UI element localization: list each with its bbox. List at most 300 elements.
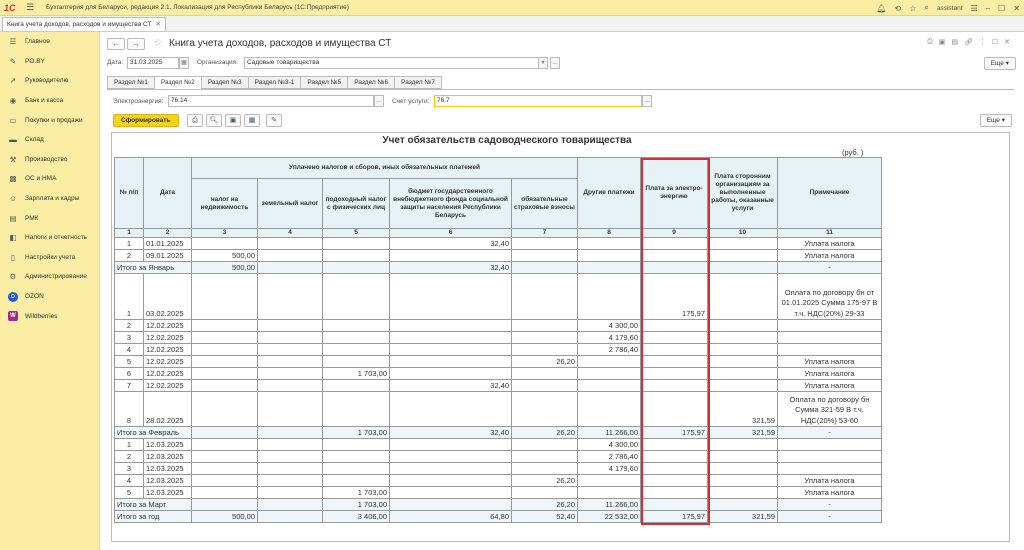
favorite-star-icon[interactable]: ☆ (153, 37, 163, 49)
service-select-button[interactable]: … (642, 95, 652, 107)
table-cell (323, 439, 390, 451)
tab-section-4[interactable]: Раздел №5 (300, 76, 347, 89)
table-cell: - (778, 427, 882, 439)
table-cell (192, 368, 258, 380)
po-by-icon: ✎ (9, 56, 17, 66)
table-cell (578, 262, 641, 274)
sidebar-item-6[interactable] (0, 150, 99, 170)
table-cell (578, 368, 641, 380)
table-cell: 11 266,00 (578, 499, 641, 511)
table-cell: 1 703,00 (323, 368, 390, 380)
sidebar-item-label: Налоги и отчетность (25, 234, 88, 242)
table-cell: 4 179,60 (578, 463, 641, 475)
table-cell: 26,20 (512, 475, 578, 487)
table-cell (258, 439, 323, 451)
table-cell (778, 344, 882, 356)
sidebar-item-13[interactable] (0, 287, 99, 307)
table-cell: 32,40 (390, 262, 512, 274)
generate-button[interactable]: Сформировать (113, 114, 179, 127)
table-row (115, 344, 882, 356)
table-cell (192, 274, 258, 320)
people-icon: ☺ (9, 194, 17, 204)
tab-section-2[interactable]: Раздел №3 (201, 76, 248, 89)
table-cell (641, 463, 708, 475)
column-number: 3 (192, 229, 258, 238)
section-tabs (107, 76, 442, 89)
table-cell: 12.03.2025 (144, 463, 192, 475)
table-cell: Оплата по договору бн Сумма 321-59 В т.ч. НДС(20%) 53-60 (778, 392, 882, 427)
table-cell: Уплата налога (778, 250, 882, 262)
print-button[interactable]: ⎙ (187, 114, 203, 127)
table-cell (708, 356, 778, 368)
table-cell: 500,00 (192, 250, 258, 262)
column-number: 7 (512, 229, 578, 238)
table-cell (258, 320, 323, 332)
user-name[interactable]: assistant (936, 4, 963, 12)
table-cell (512, 262, 578, 274)
table-cell: Уплата налога (778, 380, 882, 392)
table-cell (390, 499, 512, 511)
sidebar-item-7[interactable] (0, 169, 99, 189)
table-cell (641, 356, 708, 368)
table-cell (641, 380, 708, 392)
table-cell (323, 475, 390, 487)
table-row (115, 463, 882, 475)
close-icon[interactable]: ✕ (1013, 3, 1020, 13)
table-row (115, 332, 882, 344)
table-cell (258, 368, 323, 380)
table-row (115, 487, 882, 499)
table-cell (708, 332, 778, 344)
table-cell (512, 250, 578, 262)
service-field[interactable]: 76.7 (434, 95, 642, 107)
elec-select-button[interactable]: … (374, 95, 384, 107)
table-cell (390, 274, 512, 320)
table-cell (390, 392, 512, 427)
table-cell (390, 463, 512, 475)
history-icon[interactable]: ⟲ (894, 3, 902, 13)
table-cell (323, 392, 390, 427)
factory-icon: ⚒ (9, 154, 17, 164)
sidebar-item-3[interactable] (0, 91, 99, 111)
cash-register-icon: ▤ (9, 213, 17, 223)
table-cell (192, 356, 258, 368)
table-cell (778, 320, 882, 332)
column-number: 5 (323, 229, 390, 238)
ozon-icon: O (8, 292, 18, 302)
table-cell (323, 332, 390, 344)
table-row (115, 356, 882, 368)
table-cell: 500,00 (192, 262, 258, 274)
table-cell: 2 (115, 250, 144, 262)
open-tabs-bar (0, 16, 1024, 32)
favorites-icon[interactable]: ☆ (909, 3, 917, 13)
table-cell (192, 332, 258, 344)
table-cell (512, 392, 578, 427)
table-cell: 12.02.2025 (144, 320, 192, 332)
table-cell (708, 451, 778, 463)
table-cell: - (778, 262, 882, 274)
column-numbers-row (115, 229, 882, 238)
header-income: подоходный налог с физических лиц (323, 179, 390, 229)
table-cell: 321,59 (708, 427, 778, 439)
table-cell: 321,59 (708, 511, 778, 523)
table-cell: - (778, 499, 882, 511)
table-cell (641, 238, 708, 250)
table-cell: 32,40 (390, 238, 512, 250)
table-cell: 6 (115, 368, 144, 380)
total-label: Итого за Март (115, 499, 192, 511)
table-cell (192, 451, 258, 463)
preview-button[interactable]: 🔍︎ (206, 114, 222, 127)
elec-field[interactable]: 76.14 (168, 95, 374, 107)
table-cell: 321,59 (708, 392, 778, 427)
table-cell: 4 300,00 (578, 320, 641, 332)
table-cell (323, 380, 390, 392)
report-title: Учет обязательств садоводческого товарищества (382, 135, 632, 146)
table-cell (192, 487, 258, 499)
table-cell (258, 262, 323, 274)
tab-section-6[interactable]: Раздел №7 (394, 76, 442, 89)
menu-icon: ☰ (9, 37, 17, 47)
sidebar-item-11[interactable] (0, 248, 99, 268)
sidebar-item-label: Руководителю (25, 77, 69, 85)
page-title: Книга учета доходов, расходов и имущества СТ (169, 38, 392, 49)
table-cell (708, 368, 778, 380)
table-cell (323, 344, 390, 356)
table-cell: 26,20 (512, 356, 578, 368)
table-cell (641, 439, 708, 451)
table-cell: 12.02.2025 (144, 356, 192, 368)
table-cell (578, 392, 641, 427)
table-cell: 4 (115, 344, 144, 356)
open-tab-book[interactable] (2, 17, 166, 31)
table-cell (258, 487, 323, 499)
table-cell: 3 (115, 332, 144, 344)
forward-button[interactable]: → (127, 38, 145, 50)
table-cell (512, 463, 578, 475)
close-tab-icon[interactable]: ✕ (155, 21, 161, 28)
table-cell (778, 332, 882, 344)
settings-doc-icon: ▯ (10, 252, 16, 262)
table-cell (512, 344, 578, 356)
table-cell (641, 332, 708, 344)
table-cell (390, 451, 512, 463)
table-cell: 12.03.2025 (144, 439, 192, 451)
window-close-icon[interactable]: ✕ (1004, 39, 1010, 46)
table-cell (258, 511, 323, 523)
table-cell (641, 475, 708, 487)
table-cell: 22 532,00 (578, 511, 641, 523)
table-cell: - (778, 511, 882, 523)
sidebar-item-label: Склад (25, 136, 44, 144)
table-cell: 2 786,40 (578, 344, 641, 356)
gear-icon: ⚙ (9, 272, 17, 282)
print-icon[interactable]: ⎙ (927, 38, 933, 45)
table-cell (323, 320, 390, 332)
total-label: Итого за год (115, 511, 192, 523)
table-cell (641, 344, 708, 356)
bank-icon: ◉ (9, 96, 17, 106)
table-cell (323, 250, 390, 262)
header-taxes-group: Уплачено налогов и сборов, иных обязательных платежей (192, 158, 578, 179)
org-select-button[interactable]: … (550, 57, 560, 69)
table-cell: 4 300,00 (578, 439, 641, 451)
table-cell (323, 451, 390, 463)
report-unit: (руб. ) (842, 148, 864, 157)
table-cell (390, 250, 512, 262)
table-cell (390, 439, 512, 451)
table-cell (578, 250, 641, 262)
table-cell: 175,97 (641, 511, 708, 523)
table-cell: 01.01.2025 (144, 238, 192, 250)
table-cell: 28.02.2025 (144, 392, 192, 427)
sidebar-item-14[interactable] (0, 306, 99, 326)
table-row (115, 451, 882, 463)
cart-icon: ▭ (9, 115, 17, 125)
table-cell (258, 380, 323, 392)
table-cell (641, 487, 708, 499)
more-button-report[interactable]: Еще ▾ (980, 114, 1012, 127)
table-cell: 5 (115, 487, 144, 499)
service-label: Счет услуги: (392, 98, 430, 105)
sidebar-item-label: Зарплата и кадры (25, 195, 80, 203)
elec-label: Электроэнергия: (113, 98, 164, 105)
sidebar-item-label: Wildberries (25, 312, 58, 320)
minimize-icon[interactable]: – (985, 3, 991, 13)
header-note: Примечание (778, 158, 882, 229)
sidebar-item-9[interactable] (0, 208, 99, 228)
date-field[interactable]: 31.03.2025 (127, 57, 179, 69)
table-cell (323, 262, 390, 274)
table-cell: 12.03.2025 (144, 475, 192, 487)
table-cell (641, 392, 708, 427)
table-cell (778, 463, 882, 475)
tab-section-1[interactable]: Раздел №2 (154, 76, 201, 89)
table-cell: Оплата по договору бн от 01.01.2025 Сумма 175-97 В т.ч. НДС(20%) 29-33 (778, 274, 882, 320)
table-row (115, 439, 882, 451)
table-cell: 3 406,00 (323, 511, 390, 523)
main-menu-icon[interactable]: ☰ (26, 2, 35, 12)
table-cell (708, 499, 778, 511)
org-field[interactable]: Садовые товарищества (244, 57, 548, 69)
org-dropdown-icon[interactable]: ▾ (538, 57, 548, 69)
sidebar-item-label: Покупки и продажи (25, 116, 83, 124)
table-cell (578, 475, 641, 487)
table-cell: 09.01.2025 (144, 250, 192, 262)
total-label: Итого за Февраль (115, 427, 192, 439)
main-area (101, 32, 1024, 550)
table-cell (641, 451, 708, 463)
table-cell (708, 262, 778, 274)
app-title: Бухгалтерия для Беларуси, редакция 2.1. Локализация для Республики Беларусь (1С:Предприятие) (46, 4, 349, 11)
table-cell: 12.02.2025 (144, 368, 192, 380)
back-button[interactable]: ← (107, 38, 125, 50)
column-number: 11 (778, 229, 882, 238)
table-cell (578, 380, 641, 392)
table-cell (708, 320, 778, 332)
table-cell (778, 439, 882, 451)
table-cell: 12.03.2025 (144, 487, 192, 499)
more-button-top[interactable]: Еще ▾ (984, 57, 1016, 70)
date-label: Дата: (107, 59, 124, 66)
table-cell (578, 487, 641, 499)
total-row (115, 499, 882, 511)
more-label: Еще (990, 60, 1004, 67)
table-row (115, 475, 882, 487)
table-cell: 2 (115, 451, 144, 463)
edit-button[interactable]: ✎ (266, 114, 282, 127)
table-cell (641, 262, 708, 274)
table-cell (512, 487, 578, 499)
table-cell (192, 427, 258, 439)
table-cell (258, 356, 323, 368)
notifications-icon[interactable]: 🔔︎ (876, 3, 887, 13)
table-cell (192, 320, 258, 332)
table-cell (641, 320, 708, 332)
sidebar-item-5[interactable] (0, 130, 99, 150)
grid-button[interactable]: ▦ (244, 114, 260, 127)
sidebar-item-8[interactable] (0, 189, 99, 209)
table-cell: 175,97 (641, 427, 708, 439)
warehouse-icon: ▬ (9, 135, 17, 145)
wildberries-icon: W (8, 311, 18, 321)
save-button[interactable]: ▣ (225, 114, 241, 127)
table-cell (258, 451, 323, 463)
tab-section-5[interactable]: Раздел №6 (347, 76, 394, 89)
report-area (111, 132, 1010, 542)
table-cell: 8 (115, 392, 144, 427)
table-cell: 500,00 (192, 511, 258, 523)
table-row (115, 368, 882, 380)
table-cell (641, 499, 708, 511)
tab-section-0[interactable]: Раздел №1 (107, 76, 154, 89)
column-number: 10 (708, 229, 778, 238)
chart-icon: ↗ (9, 76, 17, 86)
sidebar-item-label: Банк и касса (25, 97, 64, 105)
table-cell (192, 392, 258, 427)
link-icon[interactable]: 🔗︎ (963, 39, 973, 46)
table-cell (323, 274, 390, 320)
header-insurance: обязательные страховые взносы (512, 179, 578, 229)
table-cell (390, 368, 512, 380)
sidebar-item-label: OZON (25, 293, 44, 301)
sidebar-item-12[interactable] (0, 267, 99, 287)
table-cell (192, 475, 258, 487)
tab-section-3[interactable]: Раздел №3-1 (248, 76, 301, 89)
table-cell (708, 380, 778, 392)
header-fund: бюджет государственного внебюджетного фонда социальной защиты населения Республики Беларусь (390, 179, 512, 229)
table-cell (512, 274, 578, 320)
table-row (115, 250, 882, 262)
table-cell (258, 463, 323, 475)
table-cell: 3 (115, 463, 144, 475)
sidebar-item-1[interactable] (0, 52, 99, 72)
assets-icon: ▩ (9, 174, 17, 184)
settings-menu-icon[interactable]: ☰ (970, 3, 978, 13)
sidebar (0, 32, 100, 550)
more-vert-icon[interactable]: ⋮ (978, 39, 986, 46)
table-cell (258, 332, 323, 344)
table-cell (390, 487, 512, 499)
maximize-icon[interactable]: ☐ (998, 3, 1006, 13)
table-cell: Уплата налога (778, 238, 882, 250)
sidebar-item-4[interactable] (0, 110, 99, 130)
table-cell: 12.02.2025 (144, 344, 192, 356)
table-cell (708, 475, 778, 487)
header-other: Другие платежи (578, 158, 641, 229)
table-cell (778, 451, 882, 463)
sidebar-item-label: РМК (25, 214, 39, 222)
table-cell (323, 356, 390, 368)
table-cell: 175,97 (641, 274, 708, 320)
header-num: № п/п (115, 158, 144, 229)
sidebar-item-10[interactable] (0, 228, 99, 248)
report-table (114, 157, 882, 523)
table-cell (192, 499, 258, 511)
header-electric: Плата за электро-энергию (641, 158, 708, 229)
table-cell: 5 (115, 356, 144, 368)
table-cell (258, 238, 323, 250)
table-cell (390, 356, 512, 368)
table-cell (192, 463, 258, 475)
table-cell: 12.02.2025 (144, 380, 192, 392)
sidebar-item-label: Производство (25, 155, 68, 163)
sidebar-item-0[interactable] (0, 32, 99, 52)
sidebar-item-2[interactable] (0, 71, 99, 91)
search-icon[interactable]: ⌕ (924, 3, 929, 12)
table-cell: Уплата налога (778, 368, 882, 380)
header-date: Дата (144, 158, 192, 229)
table-cell (390, 332, 512, 344)
table-cell (258, 274, 323, 320)
table-cell: 2 786,40 (578, 451, 641, 463)
table-cell (323, 238, 390, 250)
table-cell: 32,40 (390, 380, 512, 392)
table-cell: 03.02.2025 (144, 274, 192, 320)
table-cell (512, 439, 578, 451)
window-maximize-icon[interactable]: ☐ (991, 39, 999, 46)
table-row (115, 380, 882, 392)
sidebar-item-label: Настройки учета (25, 253, 76, 261)
calendar-icon[interactable]: ▦ (179, 57, 189, 69)
table-cell: 1 703,00 (323, 427, 390, 439)
column-number: 6 (390, 229, 512, 238)
table-cell: 1 (115, 238, 144, 250)
save-icon[interactable]: ▣ (938, 39, 946, 46)
table-cell (641, 368, 708, 380)
table-cell (258, 392, 323, 427)
sidebar-item-label: Главное (25, 38, 50, 46)
sidebar-item-label: ОС и НМА (25, 175, 57, 183)
calc-icon[interactable]: ▤ (951, 39, 958, 46)
column-number: 1 (115, 229, 144, 238)
open-tab-label: Книга учета доходов, расходов и имущества СТ (7, 21, 152, 28)
table-cell (512, 380, 578, 392)
table-cell (578, 274, 641, 320)
1c-logo-icon: 1С (4, 2, 16, 13)
table-cell: 4 (115, 475, 144, 487)
table-row (115, 238, 882, 250)
column-number: 9 (641, 229, 708, 238)
table-cell: 26,20 (512, 427, 578, 439)
table-cell: Уплата налога (778, 487, 882, 499)
table-row (115, 392, 882, 427)
table-cell (390, 344, 512, 356)
more-label: Еще (986, 117, 1000, 124)
table-cell (258, 250, 323, 262)
table-row (115, 320, 882, 332)
